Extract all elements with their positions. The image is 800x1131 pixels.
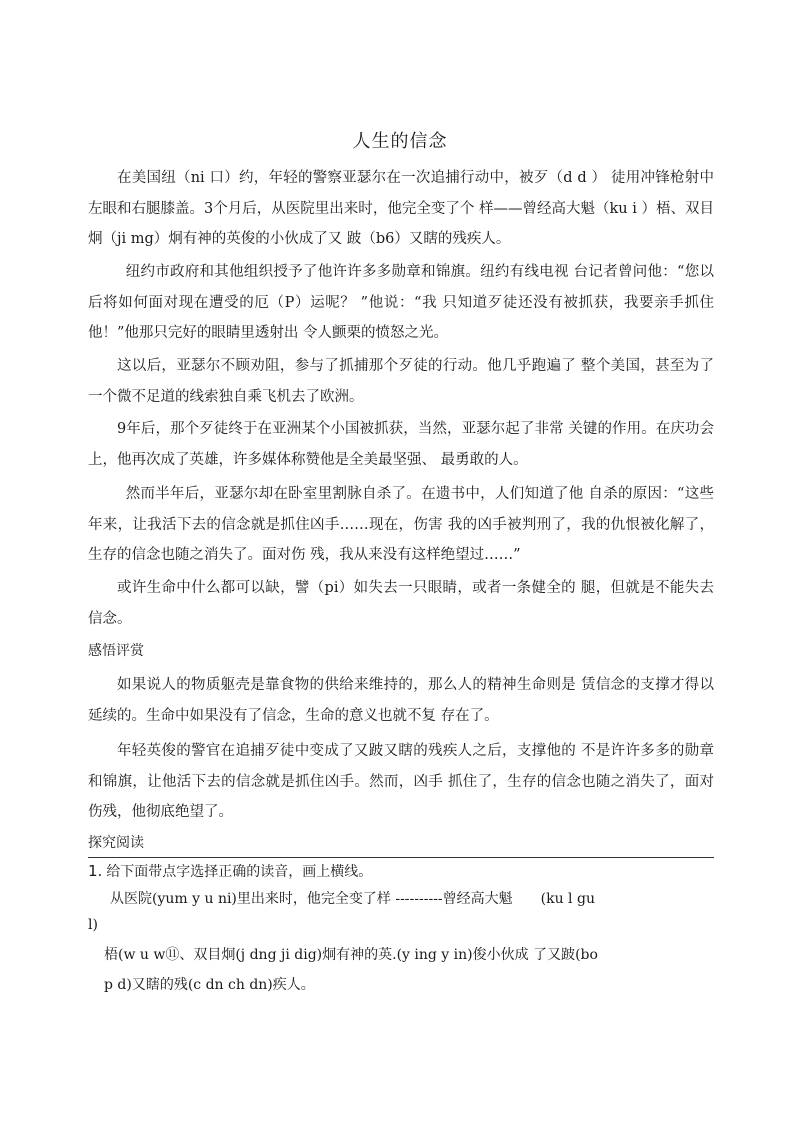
- story-paragraph-6: 或许生命中什么都可以缺，譬（pi）如失去一只眼睛，或者一条健全的 腿，但就是不能失去信念。: [88, 580, 714, 627]
- story-paragraph-1: 在美国纽（ni 口）约，年轻的警察亚瑟尔在一次追捕行动中，被歹（d d ） 徒用冲锋枪射中左眼和右腿膝盖。3个月后，从医院里出来时，他完全变了个 样——曾经高大魁（ku i ）梧、双目炯（ji mg）炯有神的英俊的小伙成了又 跛（b6）又瞎的残疾人。: [88, 170, 714, 247]
- question-1-line-2-text: l): [88, 917, 98, 933]
- story-paragraph-2: 纽约市政府和其他组织授予了他许许多多勋章和锦旗。纽约有线电视 台记者曾问他：“您以后将如何面对现在遭受的厄（P）运呢？ ”他说：“我 只知道歹徒还没有被抓获，我要亲手抓住他！”他那只完好的眼睛里透射出 令人颤栗的愤怒之光。: [88, 264, 714, 341]
- explore-heading: 探究阅读: [88, 835, 144, 851]
- comment-paragraph-2: 年轻英俊的警官在追捕歹徒中变成了又跛又瞎的残疾人之后，支撑他的 不是许许多多的勋章和锦旗，让他活下去的信念就是抓住凶手。然而，凶手 抓住了，生存的信念也随之消失了，面对伤残，他彻底绝望了。: [88, 743, 714, 820]
- question-1-prompt: [88, 856, 728, 887]
- question-1-line-3-text: 梧(w u w⑪、双目炯(j dng ji dig)炯有神的英.(y ing y in)俊小伙成 了又跛(bo: [104, 947, 598, 963]
- comment-heading: 感悟评赏: [88, 643, 144, 659]
- question-1-line-1-text: 从医院(yum y u ni)里出来时，他完全变了样 ----------曾经高大魁 (ku l gu: [110, 891, 595, 907]
- page-title: 人生的信念: [352, 131, 448, 152]
- comment-paragraph-1: 如果说人的物质躯壳是靠食物的供给来维持的，那么人的精神生命则是 赁信念的支撑才得以延续的。生命中如果没有了信念，生命的意义也就不复 存在了。: [88, 677, 714, 724]
- question-1-line-2: [88, 910, 728, 940]
- question-1-text: 给下面带点字选择正确的读音，画上横线。: [106, 864, 373, 880]
- story-paragraph-5: 然而半年后，亚瑟尔却在卧室里割脉自杀了。在遗书中，人们知道了他 自杀的原因：“这些年来，让我活下去的信念就是抓住凶手……现在，伤害 我的凶手被判刑了，我的仇恨被化解了，生存的信念也随之消失了。面对伤 残，我从来没有这样绝望过……”: [88, 486, 714, 563]
- story-paragraph-3: 这以后，亚瑟尔不顾劝阻，参与了抓捕那个歹徒的行动。他几乎跑遍了 整个美国，甚至为了一个微不足道的线索独自乘飞机去了欧洲。: [88, 358, 714, 405]
- question-1-number: 1.: [88, 862, 103, 880]
- question-1-line-4-text: p d)又瞎的残(c dn ch dn)疾人。: [104, 977, 315, 993]
- question-1-line-4: [104, 970, 744, 1000]
- story-paragraph-4: 9年后，那个歹徒终于在亚洲某个小国被抓获，当然，亚瑟尔起了非常 关键的作用。在庆功会上，他再次成了英雄，许多媒体称赞他是全美最坚强、 最勇敢的人。: [88, 421, 714, 468]
- question-1-line-3: [104, 940, 744, 970]
